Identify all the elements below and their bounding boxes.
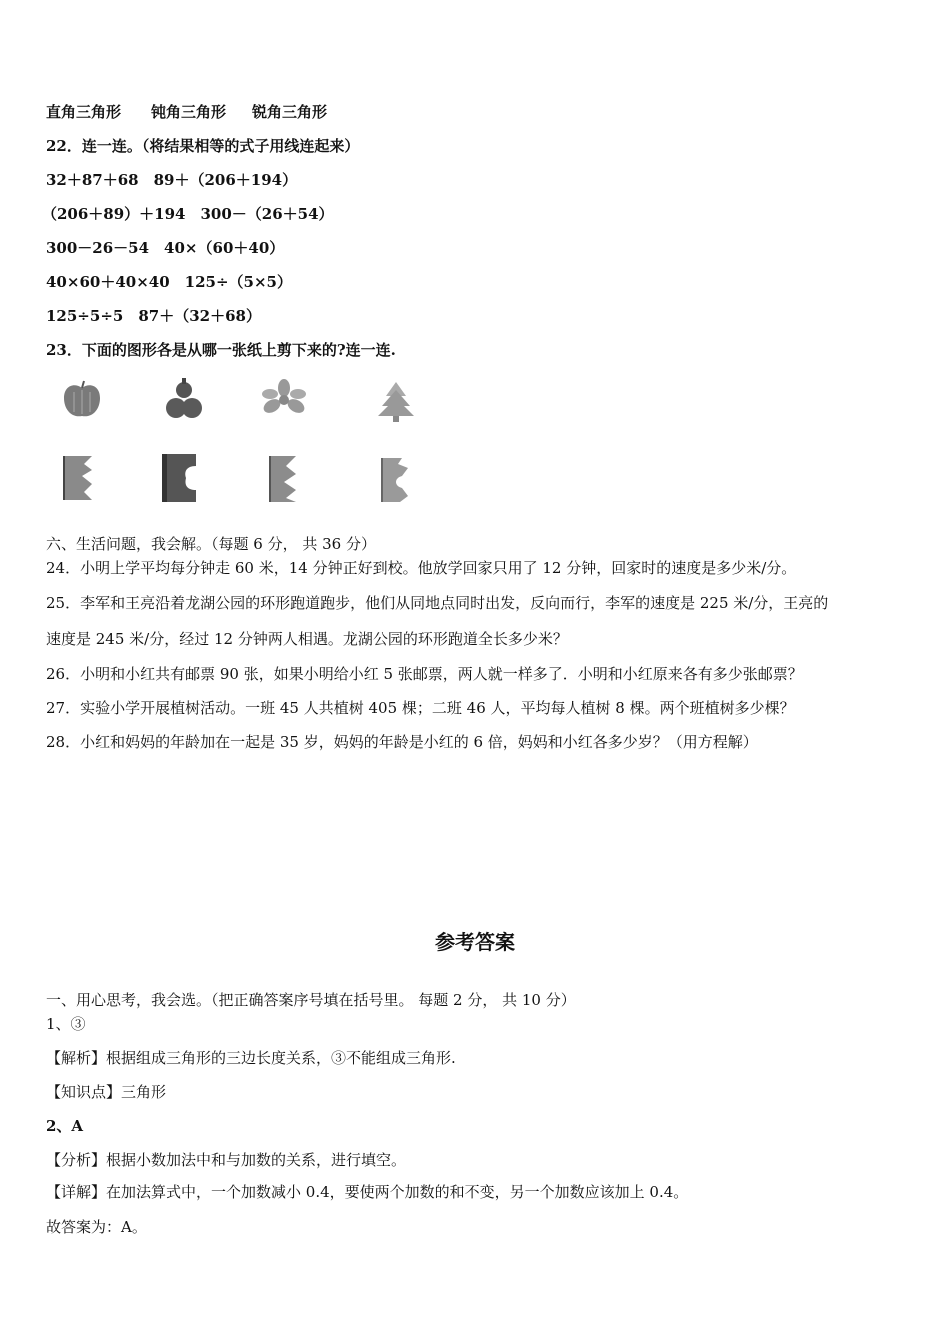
q22-row: 300－26－54 40×（60＋40） bbox=[46, 239, 285, 257]
q28: 28．小红和妈妈的年龄加在一起是 35 岁，妈妈的年龄是小红的 6 倍，妈妈和小红各多少岁？（用方程解） bbox=[46, 733, 758, 751]
folded-paper-3-icon bbox=[268, 454, 300, 504]
q22-row: 32＋87＋68 89＋（206＋194） bbox=[46, 171, 298, 189]
answer-1: 1、③ bbox=[46, 1015, 86, 1033]
answer-2-detail: 【详解】在加法算式中，一个加数减小 0.4，要使两个加数的和不变，另一个加数应该加上 0.4。 bbox=[46, 1183, 689, 1201]
q22-row: 125÷5÷5 87＋（32＋68） bbox=[46, 307, 261, 325]
folded-paper-4-icon bbox=[380, 456, 412, 506]
answer-1-knowledge: 【知识点】三角形 bbox=[46, 1083, 167, 1101]
answer-2: 2、A bbox=[46, 1117, 84, 1135]
option-obtuse-triangle: 钝角三角形 bbox=[151, 103, 227, 121]
q23-title: 23．下面的图形各是从哪一张纸上剪下来的?连一连. bbox=[46, 341, 396, 359]
answer-2-conclusion: 故答案为：A。 bbox=[46, 1218, 147, 1236]
option-acute-triangle: 锐角三角形 bbox=[252, 103, 328, 121]
q27: 27．实验小学开展植树活动。一班 45 人共植树 405 棵；二班 46 人，平均每人植树 8 棵。两个班植树多少棵？ bbox=[46, 699, 795, 717]
answers-section1: 一、用心思考，我会选。（把正确答案序号填在括号里。 每题 2 分， 共 10 分） bbox=[46, 991, 576, 1009]
q24: 24．小明上学平均每分钟走 60 米，14 分钟正好到校。他放学回家只用了 12 分钟，回家时的速度是多少米/分。 bbox=[46, 559, 797, 577]
triangle-options bbox=[46, 102, 327, 122]
folded-paper-1-icon bbox=[62, 454, 96, 504]
q22-title: 22．连一连。（将结果相等的式子用线连起来） bbox=[46, 137, 360, 155]
folded-paper-2-icon bbox=[160, 452, 200, 504]
flower-shape-icon bbox=[262, 378, 306, 422]
answers-title: 参考答案 bbox=[435, 930, 515, 954]
q22-row: （206＋89）＋194 300－（26＋54） bbox=[42, 205, 334, 223]
answer-2-analysis: 【分析】根据小数加法中和与加数的关系，进行填空。 bbox=[46, 1151, 407, 1169]
q26: 26．小明和小红共有邮票 90 张，如果小明给小红 5 张邮票，两人就一样多了．小明和小红原来各有多少张邮票？ bbox=[46, 665, 803, 683]
q25-line2: 速度是 245 米/分，经过 12 分钟两人相遇。龙湖公园的环形跑道全长多少米？ bbox=[46, 630, 568, 648]
section6-title: 六、生活问题，我会解。（每题 6 分， 共 36 分） bbox=[46, 535, 376, 553]
gourd-shape-icon bbox=[164, 376, 204, 422]
option-right-triangle: 直角三角形 bbox=[46, 103, 122, 121]
tree-shape-icon bbox=[376, 380, 416, 424]
q22-row: 40×60＋40×40 125÷（5×5） bbox=[46, 273, 292, 291]
apple-shape-icon bbox=[60, 378, 104, 422]
answer-1-analysis: 【解析】根据组成三角形的三边长度关系，③不能组成三角形. bbox=[46, 1049, 456, 1067]
q25-line1: 25．李军和王亮沿着龙湖公园的环形跑道跑步，他们从同地点同时出发，反向而行，李军的速度是 225 米/分，王亮的 bbox=[46, 594, 829, 612]
